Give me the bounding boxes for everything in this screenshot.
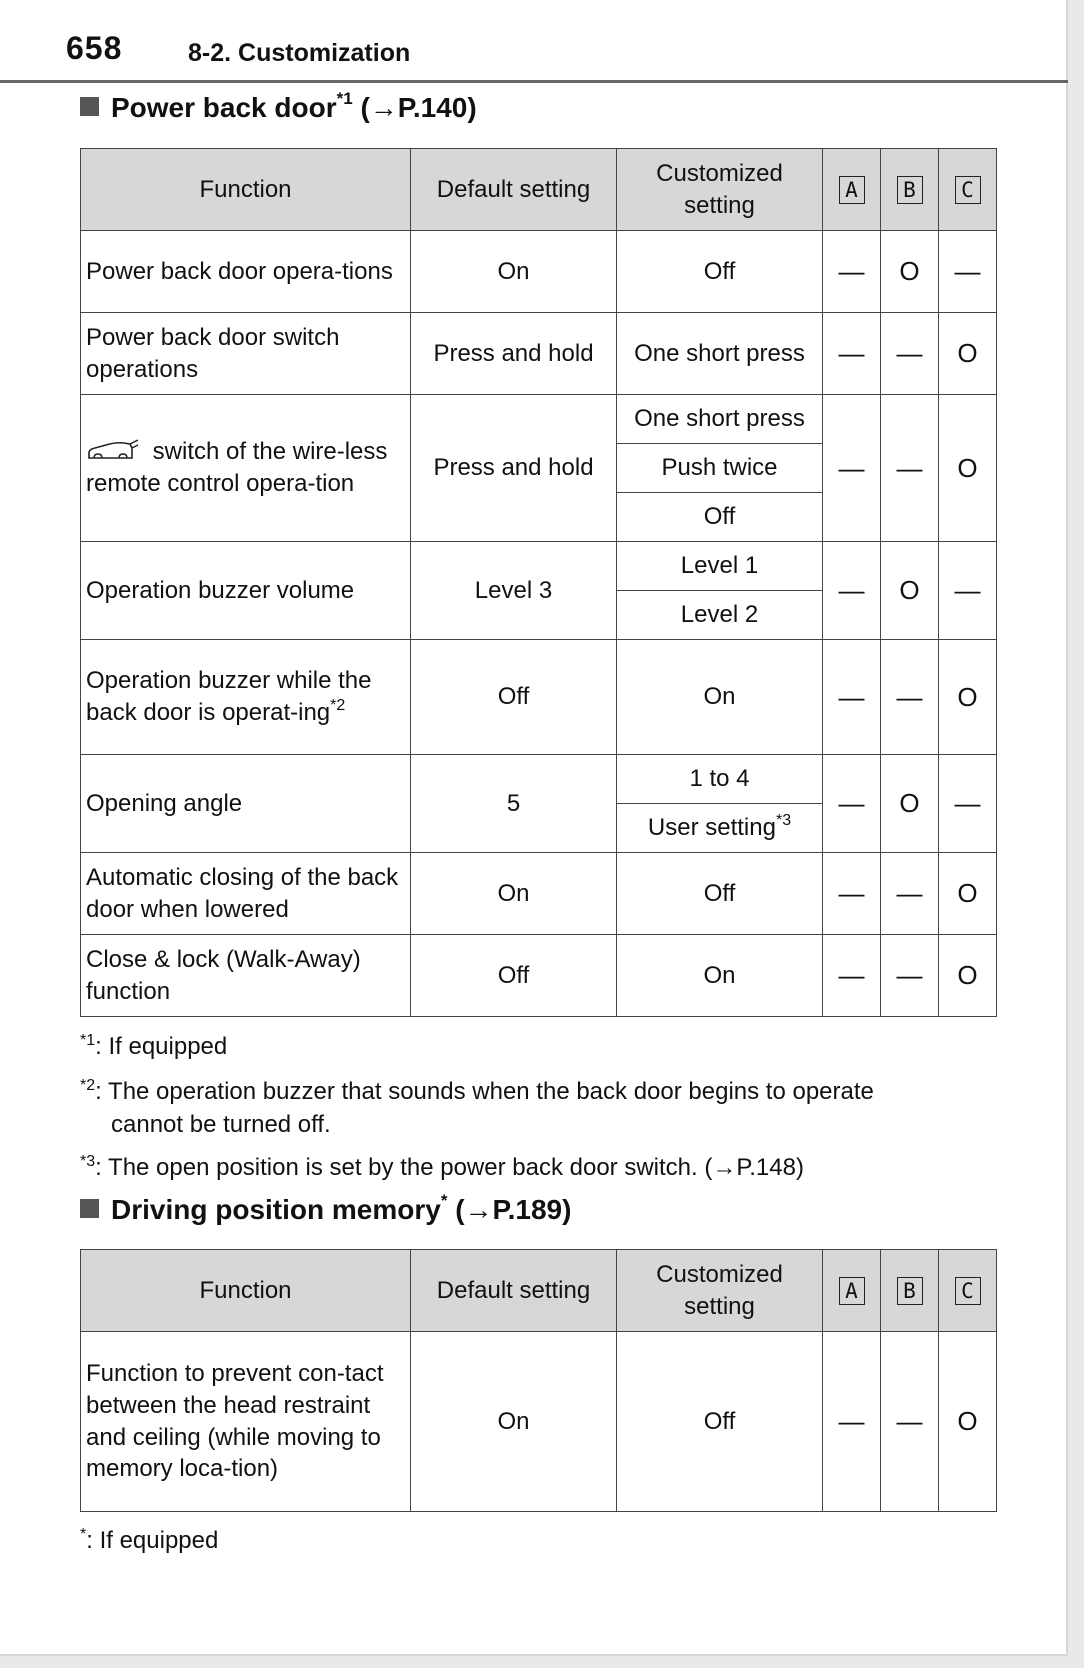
row-function-text: switch of the wire-less remote control opera-tion [86,438,388,497]
col-a [823,1250,881,1332]
row-default: Press and hold [411,395,617,542]
row-default: Press and hold [411,313,617,395]
col-default: Default setting [411,149,617,231]
row-function [81,395,411,542]
footnote-mark: *3 [80,1153,96,1170]
section-bullet-icon [80,97,99,116]
section-title-text: Power back door [111,92,337,123]
col-c [939,149,997,231]
row-c: — [939,231,997,313]
col-function: Function [81,149,411,231]
car-back-door-icon [86,439,140,461]
row-custom-2: Level 2 [617,591,823,640]
section-title-driving-position-memory [80,1191,572,1226]
table-row [81,1332,997,1512]
row-b: O [881,542,939,640]
footnote-equipped [80,1524,1000,1557]
row-function: Function to prevent con-tact between the head restraint and ceiling (while moving to memory loca-tion) [81,1332,411,1512]
footnote-1 [80,1030,1000,1063]
col-c [939,1250,997,1332]
row-default: Level 3 [411,542,617,640]
row-a: — [823,640,881,755]
table-header-row [81,1250,997,1332]
box-label-b: B [897,176,923,204]
box-label-b: B [897,1277,923,1305]
row-default: On [411,1332,617,1512]
col-function: Function [81,1250,411,1332]
row-default: On [411,231,617,313]
chapter-title: 8-2. Customization [188,39,411,67]
row-c: O [939,640,997,755]
row-c: — [939,542,997,640]
row-a: — [823,755,881,853]
row-function: Automatic closing of the back door when lowered [81,853,411,935]
page-number: 658 [66,30,123,66]
driving-position-memory-table [80,1249,997,1512]
footnote-text: : The open position is set by the power back door switch. (→P.148) [95,1154,804,1181]
col-b [881,1250,939,1332]
row-function: Close & lock (Walk-Away) function [81,935,411,1017]
row-custom-1: One short press [617,395,823,444]
row-c: O [939,395,997,542]
row-custom-1: 1 to 4 [617,755,823,804]
section-bullet-icon [80,1199,99,1218]
row-c: O [939,935,997,1017]
row-function: Operation buzzer volume [81,542,411,640]
section-title-text: Driving position memory [111,1194,441,1225]
row-a: — [823,935,881,1017]
table-row [81,231,997,313]
row-custom-2: Push twice [617,444,823,493]
row-b: O [881,231,939,313]
row-custom: One short press [617,313,823,395]
section-title-mark: *1 [336,89,353,108]
footnote-text: : If equipped [95,1033,228,1060]
col-customized: Customized setting [617,1250,823,1332]
power-back-door-table [80,148,997,1017]
box-label-c: C [955,176,981,204]
row-b: O [881,755,939,853]
row-function: Power back door switch operations [81,313,411,395]
footnote-mark: *2 [80,1077,96,1094]
row-a: — [823,395,881,542]
row-c: — [939,755,997,853]
table-row [81,313,997,395]
box-label-a: A [839,176,865,204]
row-function: Power back door opera-tions [81,231,411,313]
row-custom: On [617,640,823,755]
row-b: — [881,935,939,1017]
row-c: O [939,853,997,935]
table-row [81,935,997,1017]
row-custom: Off [617,853,823,935]
row-c: O [939,1332,997,1512]
table-row [81,395,997,444]
row-function: Opening angle [81,755,411,853]
page-header [0,30,1068,83]
row-b: — [881,395,939,542]
section-title-mark: * [440,1191,448,1210]
row-custom: On [617,935,823,1017]
row-a: — [823,231,881,313]
row-b: — [881,1332,939,1512]
footnote-mark: * [80,1526,87,1543]
row-default: Off [411,640,617,755]
row-custom-2 [617,804,823,853]
row-custom: Off [617,1332,823,1512]
row-function-mark: *2 [330,697,346,714]
section-title-ref: (→P.189) [455,1194,572,1225]
footnote-2 [80,1075,1000,1141]
row-custom: Off [617,231,823,313]
box-label-a: A [839,1277,865,1305]
section-title-power-back-door [80,89,477,124]
table-row [81,853,997,935]
footnote-3 [80,1151,1000,1184]
row-custom-1: Level 1 [617,542,823,591]
row-function [81,640,411,755]
row-custom-3: Off [617,493,823,542]
row-c: O [939,313,997,395]
row-custom-2-text: User setting [647,814,776,842]
table-row [81,542,997,591]
row-default: On [411,853,617,935]
table-row [81,640,997,755]
section-title-ref: (→P.140) [360,92,477,123]
table-header-row [81,149,997,231]
table-row [81,755,997,804]
row-a: — [823,853,881,935]
row-function-text: Operation buzzer while the back door is operat-ing [86,667,372,726]
row-a: — [823,313,881,395]
footnote-text: : If equipped [86,1527,219,1554]
row-default: 5 [411,755,617,853]
row-a: — [823,1332,881,1512]
col-customized: Customized setting [617,149,823,231]
col-b [881,149,939,231]
row-custom-2-mark: *3 [775,812,792,830]
row-b: — [881,853,939,935]
row-b: — [881,313,939,395]
col-default: Default setting [411,1250,617,1332]
row-a: — [823,542,881,640]
box-label-c: C [955,1277,981,1305]
col-a [823,149,881,231]
footnote-text: : The operation buzzer that sounds when the back door begins to operate [95,1078,874,1105]
row-default: Off [411,935,617,1017]
row-b: — [881,640,939,755]
footnote-mark: *1 [80,1032,96,1049]
footnote-text-continued: cannot be turned off. [111,1111,331,1138]
